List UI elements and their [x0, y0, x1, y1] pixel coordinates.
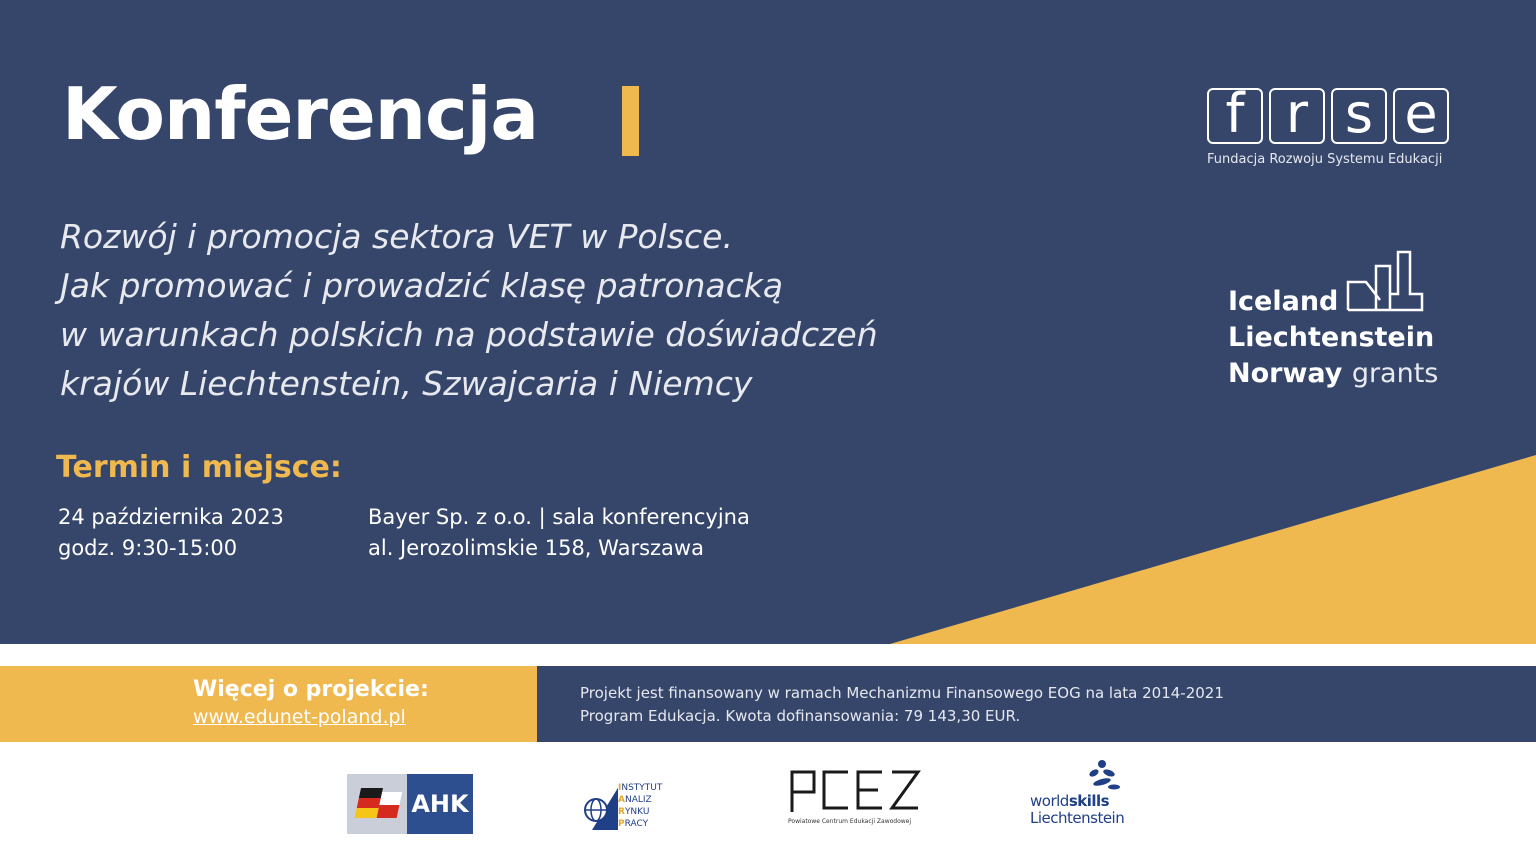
ahk-logo	[347, 774, 473, 834]
event-address: al. Jerozolimskie 158, Warszawa	[368, 536, 704, 560]
conference-subtitle	[60, 212, 1060, 408]
iarp-logo	[582, 776, 692, 834]
iarp-word: NALIZ	[624, 795, 652, 805]
page-title: Konferencja	[62, 72, 538, 156]
title-accent-bar	[622, 86, 639, 156]
frse-letter-f: f	[1207, 88, 1263, 144]
eea-norway: Norway	[1228, 358, 1343, 389]
frse-logo	[1207, 82, 1457, 178]
ws-skills: skills	[1068, 792, 1110, 810]
iarp-initial: P	[618, 819, 625, 829]
eea-grants: grants	[1351, 358, 1439, 389]
eea-norway-grants	[1228, 358, 1438, 389]
event-date: 24 października 2023	[58, 505, 284, 529]
event-venue: Bayer Sp. z o.o. | sala konferencyjna	[368, 505, 750, 529]
iarp-word: RACY	[624, 819, 649, 829]
funding-line: Program Edukacja. Kwota dofinansowania: 79 143,30 EUR.	[580, 707, 1021, 725]
ahk-text: AHK	[407, 774, 473, 834]
iarp-initial: I	[618, 783, 622, 793]
eea-liechtenstein: Liechtenstein	[1228, 322, 1435, 353]
eea-grants-logo	[1228, 250, 1458, 400]
worldskills-wordmark	[1030, 792, 1109, 810]
date-block	[58, 502, 284, 564]
project-website-link[interactable]: www.edunet-poland.pl	[193, 706, 406, 728]
pcez-logo	[788, 768, 923, 832]
frse-subtitle: Fundacja Rozwoju Systemu Edukacji	[1207, 152, 1443, 167]
worldskills-logo	[1030, 758, 1140, 828]
worldskills-emblem-icon	[1082, 758, 1122, 792]
iarp-word: NSTYTUT	[621, 783, 663, 793]
frse-letter-e: e	[1393, 88, 1449, 144]
subtitle-line: Rozwój i promocja sektora VET w Polsce.	[60, 217, 733, 256]
ws-world: world	[1030, 792, 1069, 810]
frse-letter-r: r	[1269, 88, 1325, 144]
frse-letter-s: s	[1331, 88, 1387, 144]
funding-info	[580, 682, 1224, 728]
termin-heading: Termin i miejsce:	[56, 450, 342, 485]
pcez-wordmark	[788, 768, 923, 814]
pcez-subtitle: Powiatowe Centrum Edukacji Zawodowej	[788, 818, 912, 825]
subtitle-line: w warunkach polskich na podstawie doświadczeń	[60, 315, 878, 354]
funding-line: Projekt jest finansowany w ramach Mechanizmu Finansowego EOG na lata 2014-2021	[580, 684, 1224, 702]
subtitle-line: krajów Liechtenstein, Szwajcaria i Niemcy	[60, 364, 753, 403]
venue-block	[368, 502, 750, 564]
event-hours: godz. 9:30-15:00	[58, 536, 238, 560]
iarp-initial: R	[618, 807, 625, 817]
subtitle-line: Jak promować i prowadzić klasę patronacką	[60, 266, 784, 305]
worldskills-country: Liechtenstein	[1030, 809, 1125, 827]
iarp-initial: A	[618, 795, 625, 805]
iarp-word: YNKU	[624, 807, 650, 817]
eea-iceland: Iceland	[1228, 286, 1339, 317]
eea-grants-icon	[1346, 250, 1424, 312]
more-heading: Więcej o projekcie:	[193, 677, 429, 702]
de-pl-flag-icon	[347, 774, 407, 834]
globe-icon	[582, 776, 618, 834]
